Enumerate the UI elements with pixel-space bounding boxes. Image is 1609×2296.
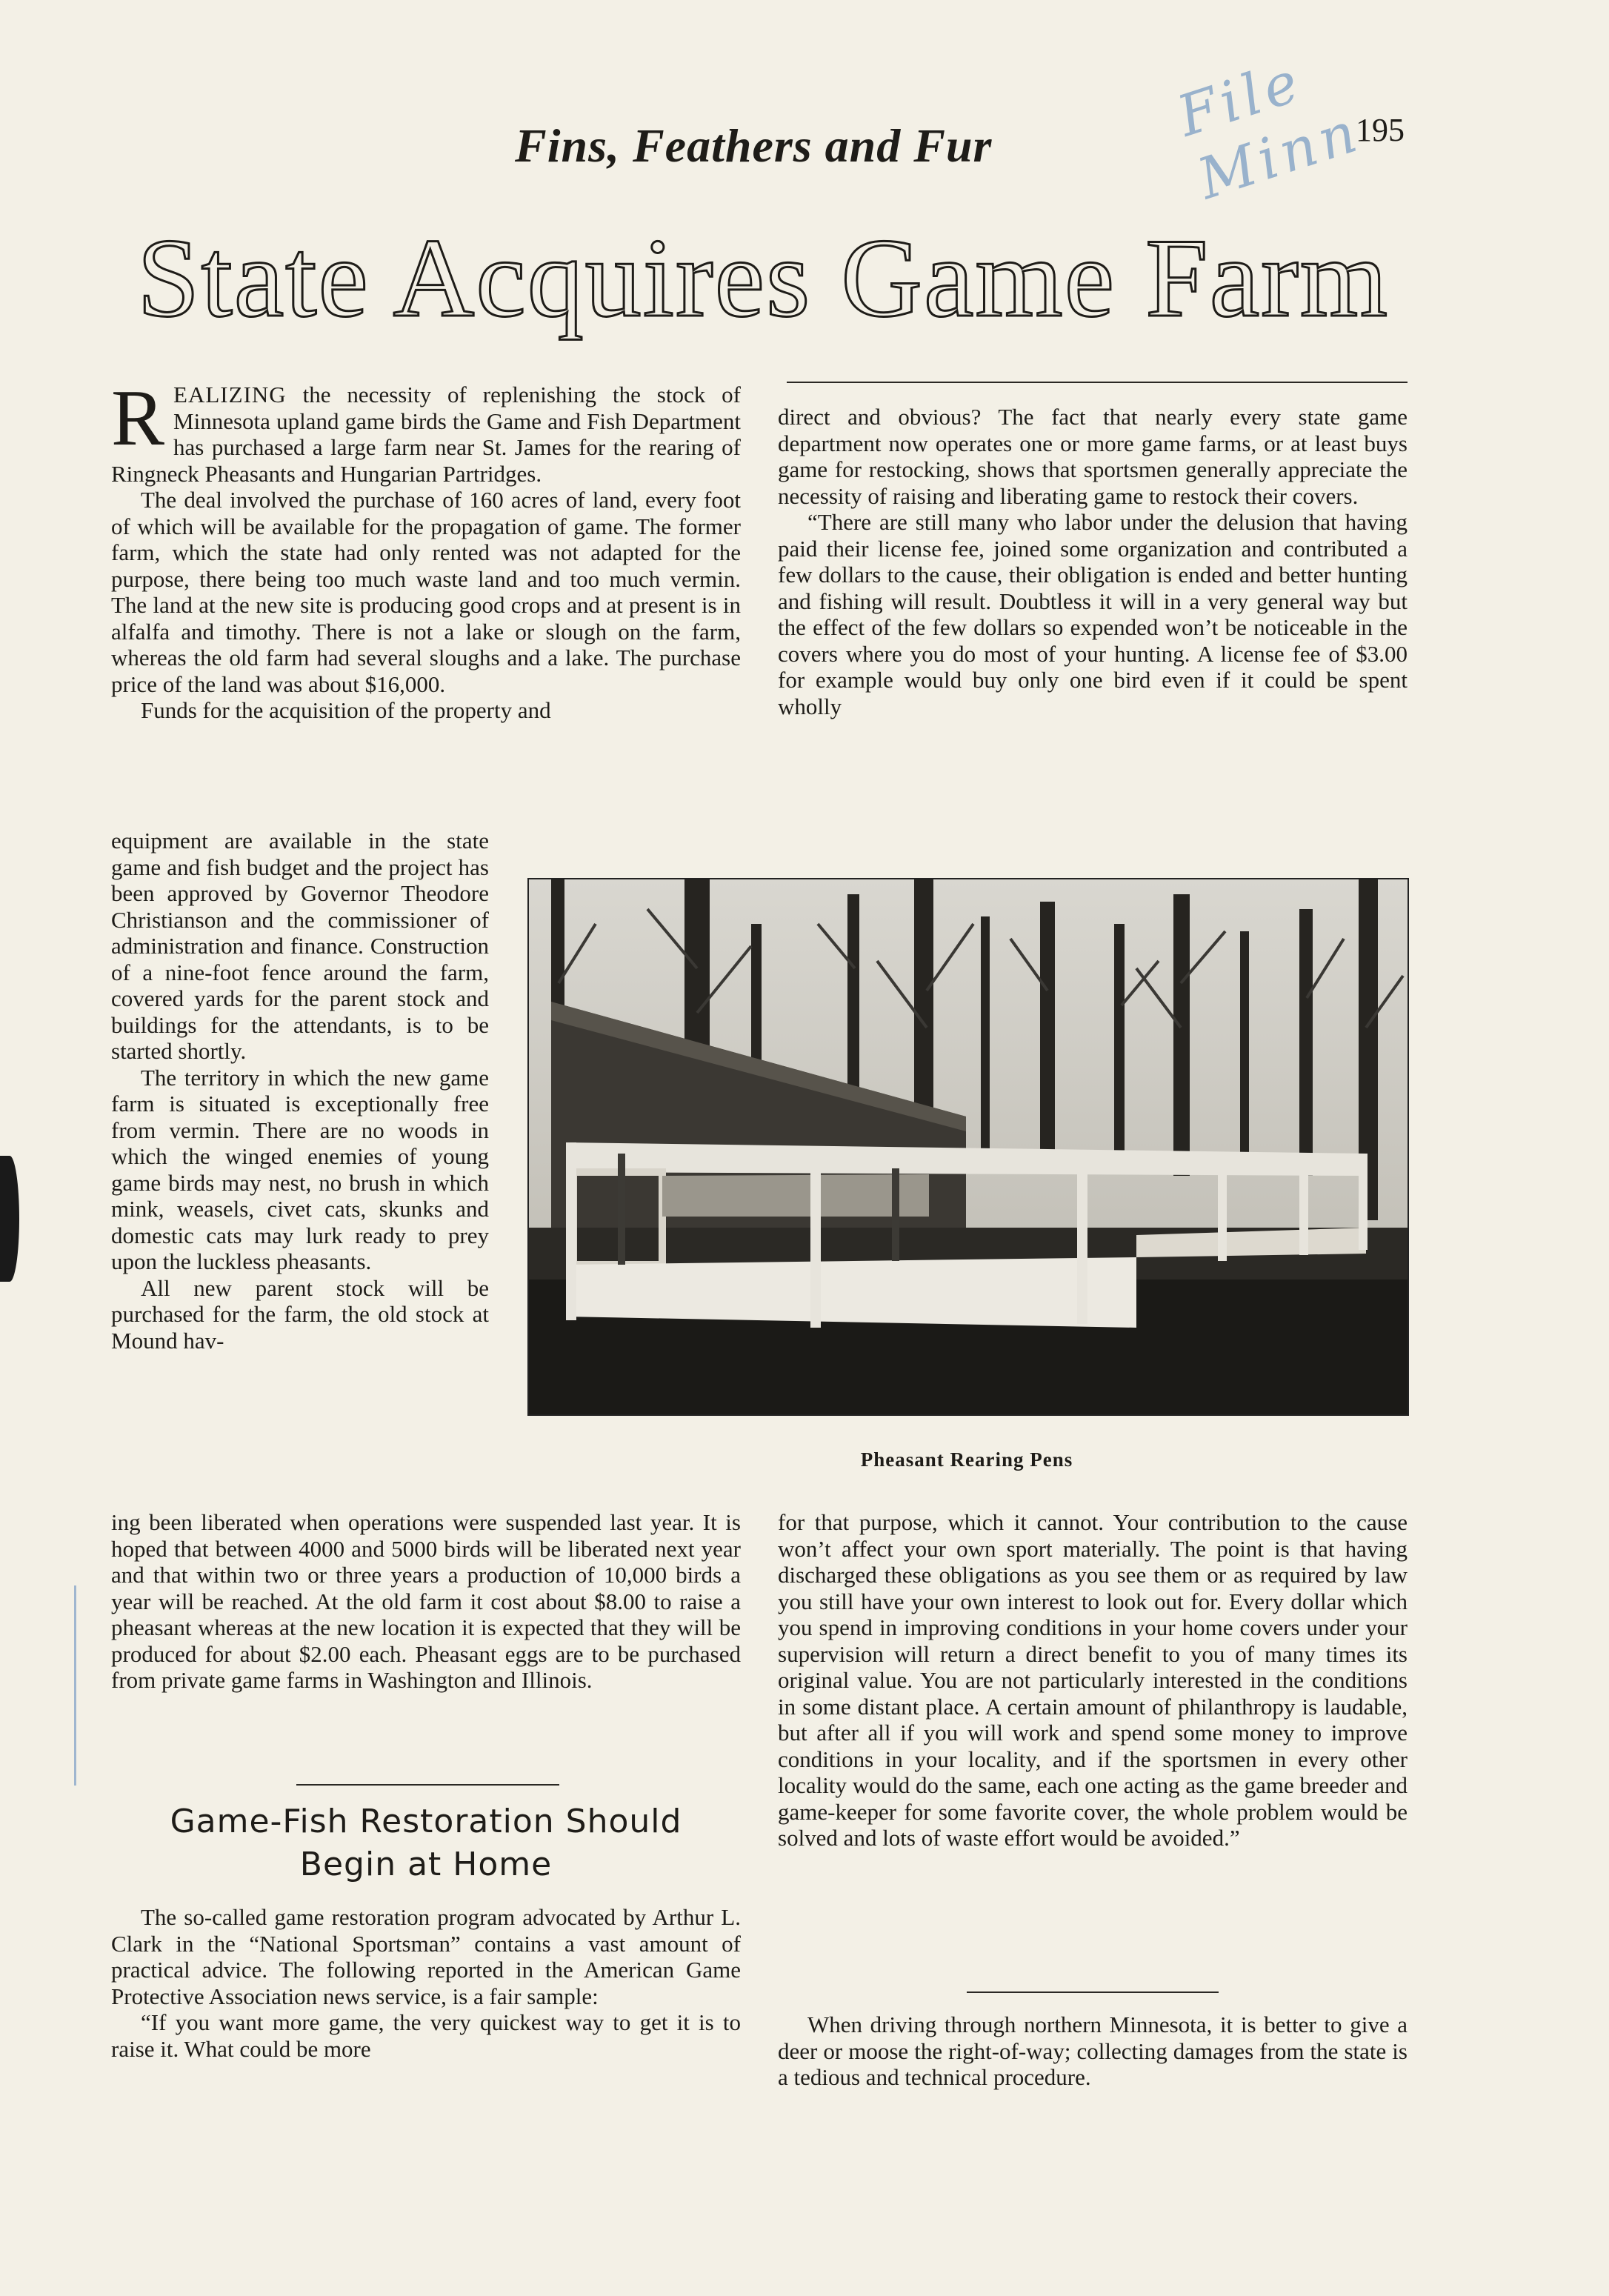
- filler-item: [778, 2012, 1408, 2091]
- page-edge-stain: [0, 1156, 19, 1282]
- second-article-right-bottom: [778, 1509, 1408, 1851]
- article-narrow-column: [111, 828, 489, 1354]
- article-paragraph-4: The territory in which the new game farm is situated is exceptionally free from vermin. There are no woods in which the winged enemies of young game birds may nest, no brush in which mink, weasels, civet cats, skunks and domestic cats may lurk ready to prey upon the luckless pheasants.: [111, 1064, 489, 1274]
- lead-smallcaps: EALIZING: [173, 382, 287, 407]
- second-article-paragraph-4: “There are still many who labor under the delusion that having paid their license fee, joined some organization and contributed a few dollars to the cause, their obligation is ended and better hunting and fishing will result. Doubtless it will in a very general way but the effect of the few dollars so expended won’t be noticeable in the covers where you do most of your hunting. A license fee of $3.00 for example would buy only one bird even if it could be spent wholly: [778, 509, 1408, 719]
- article-paragraph-3-cont: equipment are available in the state game and fish budget and the project has been approved by Governor Theodore Christianson and the commissioner of administration and finance. Construction of a nine-foot fence around the farm, covered yards for the parent stock and buildings for the attendants, is to be started shortly.: [111, 828, 489, 1064]
- article-left-bottom: [111, 1509, 741, 1694]
- second-article-paragraph-2: “If you want more game, the very quickest way to get it is to raise it. What could be more: [111, 2009, 741, 2062]
- pheasant-pens-photo: [527, 878, 1409, 1416]
- second-article-paragraph-1: The so-called game restoration program advocated by Arthur L. Clark in the “National Sportsman” contains a vast amount of practical advice. The following reported in the American Game Protective Association news service, is a fair sample:: [111, 1904, 741, 2009]
- section-divider: [296, 1784, 559, 1786]
- photo-illustration: [529, 879, 1408, 1414]
- article-paragraph-5-cont: ing been liberated when operations were suspended last year. It is hoped that between 4000 and 5000 birds will be liberated next year and that within two or three years a production of 10,000 birds a year will be reached. At the old farm it cost about $8.00 to raise a pheasant whereas at the new location it is expected that they will be produced for about $2.00 each. Pheasant eggs are to be purchased from private game farms in Washington and Illinois.: [111, 1509, 741, 1693]
- margin-mark: [74, 1585, 76, 1786]
- article-paragraph-3-start: Funds for the acquisition of the property and: [141, 697, 551, 723]
- photo-caption: Pheasant Rearing Pens: [860, 1448, 1073, 1471]
- filler-divider: [967, 1991, 1219, 1993]
- article-paragraph-5-start: All new parent stock will be purchased for the farm, the old stock at Mound hav-: [111, 1274, 489, 1354]
- second-article-paragraph-5: for that purpose, which it cannot. Your contribution to the cause won’t affect your own sport materially. The point is that having discharged these obligations as you see them or as required by law you still have your own interest to look out for. Every dollar which you spend in improving conditions in your home covers under your supervision will return a direct benefit to you of many times its original value. You are not particularly interested in the conditions in some distant place. A certain amount of philanthropy is laudable, but after all if you will work and spend some money to improve conditions in your locality, and if the sportsmen in every other locality would do the same, each one acting as the game breeder and game-keeper for some favorite cover, the whole problem would be solved and lots of waste effort would be avoided.”: [778, 1509, 1408, 1851]
- page-number: 195: [1356, 112, 1405, 148]
- filler-text: When driving through northern Minnesota, it is better to give a deer or moose the right-of-way; collecting damages from the state is a tedious and technical procedure.: [778, 2012, 1408, 2090]
- second-article-left: [111, 1904, 741, 2062]
- second-article-title: Game-Fish Restoration Should Begin at Home: [170, 1803, 682, 1883]
- article-paragraph-1: REALIZING the necessity of replenishing the stock of Minnesota upland game birds the Game and Fish Department has purchased a large farm near St. James for the rearing of Ringneck Pheasants and Hungarian Partridges.: [111, 374, 741, 487]
- handwritten-note: File Minn: [1169, 47, 1368, 212]
- drop-cap: R: [111, 374, 165, 462]
- article-paragraph-2: The deal involved the purchase of 160 acres of land, every foot of which will be available for the propagation of game. The former farm, which the state had only rented was not adapted for the purpose, there being too much waste land and too much vermin. The land at the new site is producing good crops and at present is in alfalfa and timothy. There is not a lake or slough on the farm, whereas the old farm had several sloughs and a lake. The purchase price of the land was about $16,000.: [111, 487, 741, 697]
- masthead: Fins, Feathers and Fur: [515, 119, 993, 172]
- second-article-paragraph-3: direct and obvious? The fact that nearly every state game department now operates one or more game farms, or at least buys game for restocking, shows that sportsmen generally appreciate the necessity of raising and liberating game to restock their covers.: [778, 404, 1408, 509]
- column-top-rule: [787, 382, 1408, 383]
- second-article-right-top: [778, 404, 1408, 719]
- article-left-column: [111, 374, 741, 724]
- article-headline: State Acquires Game Farm: [136, 216, 1389, 340]
